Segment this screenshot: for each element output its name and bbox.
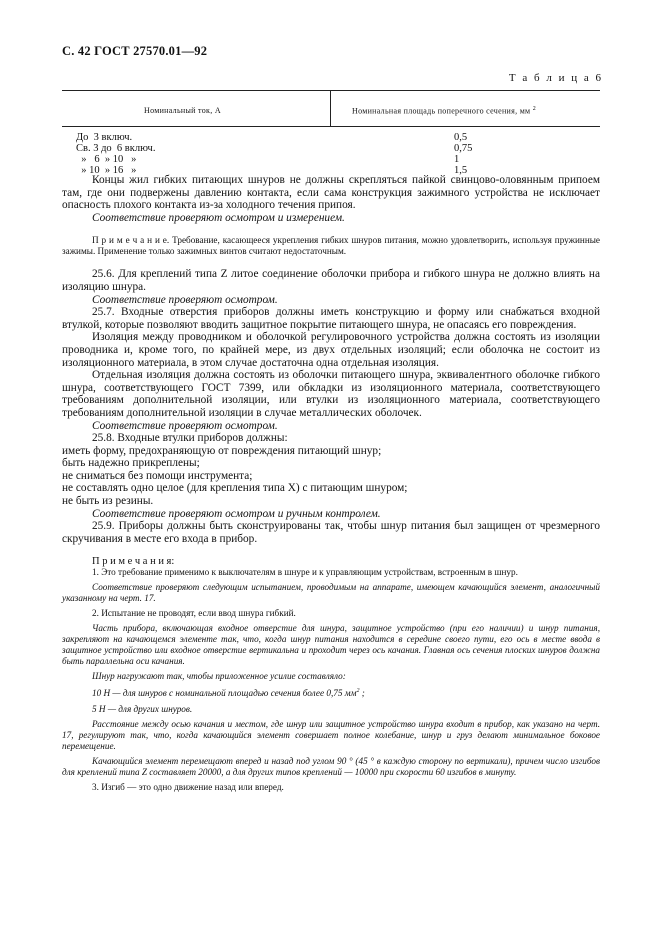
note-3: 3. Изгиб — это одно движение назад или вперед.: [92, 781, 284, 792]
clause-25-7: 25.7. Входные отверстия приборов должны иметь конструкцию и форму или снабжаться входной втулкой, которые позволяют вводить защитное покрытие питающего шнура, не опасаясь его повреждения.: [62, 306, 600, 331]
note-1-check: Соответствие проверяют следующим испытанием, проводимым на аппарате, имеющем качающийся элемент, аналогичный указанному на черт. 17.: [62, 582, 600, 604]
table-col2-header: [352, 106, 536, 116]
table-cell-area: 0,75: [454, 143, 473, 154]
load-text: 10 Н — для шнуров с номинальной площадью сечения более 0,75 мм: [92, 688, 357, 699]
list-item: не составлять одно целое (для крепления типа X) с питающим шнуром;: [62, 482, 408, 495]
note-2-oscillation: Качающийся элемент перемещают вперед и назад под углом 90 ° (45 ° в каждую сторону по вертикали), причем число изгибов для креплений типа Z составляет 20000, а для других типов креплений — 10000 при скорости 60 изгибов в минуту.: [62, 755, 600, 777]
paragraph: Изоляция между проводником и оболочкой регулировочного устройства должна состоять из изоляции проводника и, кроме того, по крайней мере, из двух отдельных изоляций; если оболочка не состоит из изоляционного материала, в этом случае достаточна одна отдельная изоляция.: [62, 331, 600, 369]
note-2-distance: Расстояние между осью качания и местом, где шнур или защитное устройство шнура входит в прибор, как указано на черт. 17, регулируют так, что, когда качающийся элемент совершает полное колебание, шнур и груз делают минимальное боковое перемещение.: [62, 718, 600, 751]
paragraph: Концы жил гибких питающих шнуров не должны скрепляться пайкой свинцово-оловянным припоем там, где они подвержены давлению контакта, если сама конструкция зажимного устройства не исключает опасность плохого контакта из-за холодного течения припоя.: [62, 174, 600, 212]
table-header-divider: [330, 90, 331, 126]
clause-25-6: 25.6. Для креплений типа Z литое соединение оболочки прибора и гибкого шнура не должно влиять на изоляцию шнура.: [62, 268, 600, 293]
table-cell-current: До 3 включ.: [76, 132, 133, 143]
list-item: иметь форму, предохраняющую от повреждения питающий шнур;: [62, 444, 382, 457]
table-cell-area: 1: [454, 154, 460, 165]
note-2-load: Шнур нагружают так, чтобы приложенное усилие составляло:: [92, 671, 346, 682]
note-2-load-a: [62, 686, 600, 699]
note-label: П р и м е ч а н и е.: [92, 235, 170, 246]
note-2: 2. Испытание не проводят, если ввод шнура гибкий.: [92, 608, 296, 619]
load-end: ;: [359, 688, 365, 699]
note-1: 1. Это требование применимо к выключателям в шнуре и к управляющим устройствам, встроенным в шнур.: [92, 567, 518, 578]
notes-label: П р и м е ч а н и я:: [92, 556, 175, 568]
table-col1-header: Номинальный ток, А: [144, 106, 221, 115]
compliance-check: Соответствие проверяют осмотром.: [92, 419, 278, 432]
compliance-check: Соответствие проверяют осмотром.: [92, 293, 278, 306]
note: [62, 235, 600, 257]
clause-25-8: 25.8. Входные втулки приборов должны:: [92, 432, 288, 445]
compliance-check: Соответствие проверяют осмотром и ручным контролем.: [92, 507, 381, 520]
table-top-rule: [62, 90, 600, 91]
page-header: С. 42 ГОСТ 27570.01—92: [62, 44, 208, 58]
document-body: [62, 174, 600, 793]
note-text: Требование, касающееся укрепления гибких шнуров питания, можно удовлетворить, используя пружинные зажимы. Применение только зажимных винтов считают недостаточным.: [62, 235, 600, 257]
table-cell-current: » 10 » 16 »: [76, 165, 137, 176]
load-sup: 2: [356, 688, 360, 695]
table-cell-current: » 6 » 10 »: [76, 154, 137, 165]
table-header-rule: [62, 126, 600, 127]
table-cell-area: 1,5: [454, 165, 468, 176]
table-col2-header-sup: 2: [532, 106, 537, 112]
compliance-check: Соответствие проверяют осмотром и измерением.: [92, 211, 345, 224]
paragraph: Отдельная изоляция должна состоять из оболочки питающего шнура, эквивалентного оболочке гибкого шнура, соответствующего ГОСТ 7399, или обкладки из изоляционного материала, соответствующего требованиям дополнительной изоляции, или втулки из изоляционного материала, соответствующего требованиям дополнительной изоляции в случае металлических оболочек.: [62, 369, 600, 419]
clause-25-9: 25.9. Приборы должны быть сконструированы так, чтобы шнур питания был защищен от чрезмерного скручивания в месте его входа в прибор.: [62, 520, 600, 545]
list-item: не сниматься без помощи инструмента;: [62, 469, 253, 482]
note-2-setup: Часть прибора, включающая входное отверстие для шнура, защитное устройство (при его наличии) и шнур питания, закрепляют на качающемся элементе так, что, когда шнур питания находится в середине своего пути, его ось в месте ввода в защитное устройство или входное отверстие вертикальна и проходит через ось качания. Главная ось сечения плоских шнуров должна быть параллельна оси качания.: [62, 623, 600, 667]
table-cell-current: Св. 3 до 6 включ.: [76, 143, 156, 154]
list-item: не быть из резины.: [62, 495, 154, 508]
note-2-load-b: 5 Н — для других шнуров.: [92, 703, 193, 714]
table-cell-area: 0,5: [454, 132, 468, 143]
table-col2-header-text: Номинальная площадь поперечного сечения, мм: [352, 106, 531, 116]
list-item: быть надежно прикреплены;: [62, 457, 200, 470]
table-caption: Т а б л и ц а 6: [508, 72, 603, 84]
